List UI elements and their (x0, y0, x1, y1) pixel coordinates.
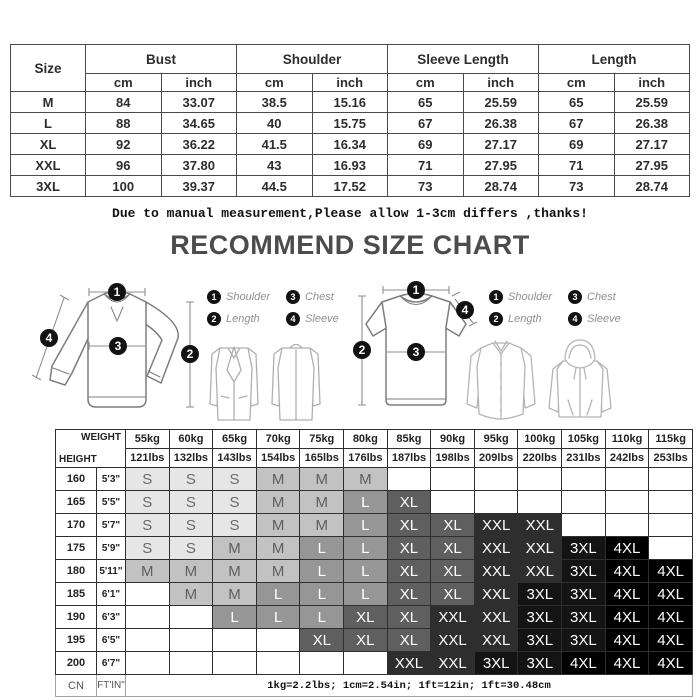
measurement-value: 65 (388, 92, 464, 113)
size-cell: XL (344, 606, 388, 629)
measurement-value: 38.5 (237, 92, 313, 113)
size-cell: 4XL (605, 560, 649, 583)
height-ftin: 6'3" (97, 606, 126, 629)
measurement-value: 40 (237, 113, 313, 134)
size-label: L (11, 113, 86, 134)
height-cm: 175 (56, 537, 97, 560)
measurement-value: 67 (539, 113, 615, 134)
measurement-value: 37.80 (161, 155, 237, 176)
legend-badge: 1 (489, 290, 503, 304)
measurement-value: 100 (86, 176, 162, 197)
size-cell: S (169, 514, 213, 537)
weight-lbs: 231lbs (562, 449, 606, 468)
svg-text:1: 1 (113, 285, 121, 299)
height-cm: 170 (56, 514, 97, 537)
unit-header: inch (161, 74, 237, 92)
measurement-value: 28.74 (463, 176, 539, 197)
height-cm: 190 (56, 606, 97, 629)
height-ftin: 5'5" (97, 491, 126, 514)
empty-cell (169, 606, 213, 629)
size-cell: L (300, 560, 344, 583)
measurement-value: 15.75 (312, 113, 388, 134)
height-ftin: 5'7" (97, 514, 126, 537)
svg-text:2: 2 (186, 347, 194, 361)
weight-kg: 65kg (213, 430, 257, 449)
matrix-row-170 (56, 514, 693, 537)
weight-kg: 105kg (562, 430, 606, 449)
shirt-hoodie-illustrations (465, 336, 615, 426)
weight-kg: 60kg (169, 430, 213, 449)
legend-badge: 3 (286, 290, 300, 304)
measurement-value: 69 (539, 134, 615, 155)
empty-cell (649, 514, 693, 537)
weight-lbs: 154lbs (256, 449, 300, 468)
size-cell: XXL (474, 606, 518, 629)
size-label: 3XL (11, 176, 86, 197)
legend-item-sleeve: 4 Sleeve (286, 312, 339, 326)
measurement-value: 43 (237, 155, 313, 176)
size-cell: 3XL (518, 583, 562, 606)
conversion-formula: 1kg=2.2lbs; 1cm=2.54in; 1ft=12in; 1ft=30.48cm (126, 675, 693, 697)
size-cell: S (169, 491, 213, 514)
legend-item-length: 2 Length (207, 312, 270, 326)
empty-cell (605, 468, 649, 491)
empty-cell (562, 514, 606, 537)
empty-cell (518, 468, 562, 491)
size-label: M (11, 92, 86, 113)
legend-item-shoulder: 1 Shoulder (207, 290, 270, 304)
size-cell: 3XL (562, 537, 606, 560)
height-ftin: 5'11" (97, 560, 126, 583)
size-cell: XL (387, 606, 431, 629)
size-cell: 3XL (562, 560, 606, 583)
empty-cell (300, 652, 344, 675)
measurement-value: 34.65 (161, 113, 237, 134)
size-cell: XL (387, 537, 431, 560)
legend-badge: 3 (568, 290, 582, 304)
matrix-row-195 (56, 629, 693, 652)
empty-cell (649, 537, 693, 560)
empty-cell (256, 629, 300, 652)
size-cell: L (344, 537, 388, 560)
size-cell: XXL (431, 629, 475, 652)
size-cell: 4XL (605, 537, 649, 560)
size-label: XL (11, 134, 86, 155)
empty-cell (474, 468, 518, 491)
weight-height-corner (56, 430, 126, 468)
legend-badge: 2 (489, 312, 503, 326)
matrix-row-200 (56, 652, 693, 675)
sweatshirt-illustration (30, 280, 205, 426)
measurement-value: 28.74 (614, 176, 690, 197)
empty-cell (169, 652, 213, 675)
measurement-value: 65 (539, 92, 615, 113)
group-sleeve-length: Sleeve Length (388, 45, 539, 74)
size-cell: XL (387, 629, 431, 652)
measurement-value: 92 (86, 134, 162, 155)
measurement-value: 84 (86, 92, 162, 113)
size-cell: 4XL (649, 583, 693, 606)
group-length: Length (539, 45, 690, 74)
height-cm: 195 (56, 629, 97, 652)
size-cell: M (256, 468, 300, 491)
size-cell: M (300, 468, 344, 491)
size-row-XL (11, 134, 690, 155)
size-row-L (11, 113, 690, 134)
empty-cell (387, 468, 431, 491)
weight-kg: 115kg (649, 430, 693, 449)
size-cell: 4XL (649, 560, 693, 583)
recommend-chart-title: RECOMMEND SIZE CHART (170, 230, 530, 260)
unit-header: inch (463, 74, 539, 92)
measurement-value: 69 (388, 134, 464, 155)
size-cell: 4XL (605, 629, 649, 652)
empty-cell (126, 583, 170, 606)
size-cell: XL (387, 583, 431, 606)
weight-lbs: 220lbs (518, 449, 562, 468)
svg-text:3: 3 (412, 345, 420, 359)
empty-cell (649, 491, 693, 514)
weight-lbs: 121lbs (126, 449, 170, 468)
size-cell: 3XL (474, 652, 518, 675)
empty-cell (126, 652, 170, 675)
height-ftin: 6'7" (97, 652, 126, 675)
size-cell: S (126, 537, 170, 560)
matrix-row-175 (56, 537, 693, 560)
legend-item-length: 2 Length (489, 312, 552, 326)
size-cell: XXL (474, 537, 518, 560)
matrix-weight-lbs-row (56, 449, 693, 468)
size-cell: 3XL (562, 606, 606, 629)
height-cm: 200 (56, 652, 97, 675)
measurement-value: 67 (388, 113, 464, 134)
size-cell: XL (431, 560, 475, 583)
weight-lbs: 143lbs (213, 449, 257, 468)
size-cell: XXL (518, 537, 562, 560)
size-cell: S (213, 514, 257, 537)
measurement-value: 39.37 (161, 176, 237, 197)
size-cell: S (126, 468, 170, 491)
empty-cell (474, 491, 518, 514)
measurement-value: 15.16 (312, 92, 388, 113)
weight-lbs: 242lbs (605, 449, 649, 468)
size-cell: M (213, 537, 257, 560)
size-row-XXL (11, 155, 690, 176)
height-cm: 160 (56, 468, 97, 491)
svg-text:3: 3 (114, 339, 122, 353)
size-cell: S (126, 491, 170, 514)
weight-kg: 55kg (126, 430, 170, 449)
size-cell: XXL (474, 514, 518, 537)
weight-label: WEIGHT (81, 432, 121, 443)
weight-kg: 75kg (300, 430, 344, 449)
size-cell: S (169, 537, 213, 560)
size-cell: L (300, 537, 344, 560)
size-cell: M (256, 537, 300, 560)
size-cell: S (126, 514, 170, 537)
svg-text:2: 2 (358, 343, 366, 357)
empty-cell (605, 491, 649, 514)
sweatshirt-left-sleeve (50, 302, 93, 385)
unit-header: cm (388, 74, 464, 92)
unit-header: cm (86, 74, 162, 92)
empty-cell (562, 491, 606, 514)
size-cell: M (169, 583, 213, 606)
measurement-value: 36.22 (161, 134, 237, 155)
measurement-value: 27.17 (614, 134, 690, 155)
size-cell: L (256, 606, 300, 629)
size-cell: XXL (474, 629, 518, 652)
measurement-value: 16.93 (312, 155, 388, 176)
measurement-value: 73 (388, 176, 464, 197)
matrix-footer-row (56, 675, 693, 697)
height-cm: 165 (56, 491, 97, 514)
size-cell: M (256, 491, 300, 514)
height-ftin: 5'3" (97, 468, 126, 491)
size-cell: XL (431, 514, 475, 537)
size-cell: L (344, 514, 388, 537)
svg-text:4: 4 (461, 303, 469, 317)
measurement-value: 33.07 (161, 92, 237, 113)
measure-legend-right (489, 290, 621, 326)
measurement-value: 25.59 (463, 92, 539, 113)
size-cell: XXL (518, 560, 562, 583)
weight-kg: 95kg (474, 430, 518, 449)
size-matrix (55, 429, 693, 697)
size-cell: XXL (431, 652, 475, 675)
size-row-M (11, 92, 690, 113)
matrix-row-190 (56, 606, 693, 629)
empty-cell (562, 468, 606, 491)
size-cell: XL (387, 560, 431, 583)
weight-lbs: 132lbs (169, 449, 213, 468)
measurement-value: 71 (539, 155, 615, 176)
size-cell: XL (344, 629, 388, 652)
unit-header: inch (312, 74, 388, 92)
measurement-value: 27.95 (614, 155, 690, 176)
measurement-value: 25.59 (614, 92, 690, 113)
empty-cell (169, 629, 213, 652)
weight-kg: 90kg (431, 430, 475, 449)
height-ftin: 6'5" (97, 629, 126, 652)
group-shoulder: Shoulder (237, 45, 388, 74)
size-table (10, 44, 690, 197)
size-cell: XL (431, 583, 475, 606)
measurement-table-section (10, 44, 690, 197)
size-cell: 3XL (518, 629, 562, 652)
size-header: Size (11, 45, 86, 92)
legend-badge: 1 (207, 290, 221, 304)
blazer-illustrations (208, 338, 323, 428)
size-cell: S (213, 468, 257, 491)
size-table-body (11, 92, 690, 197)
weight-kg: 110kg (605, 430, 649, 449)
size-cell: M (169, 560, 213, 583)
measurement-value: 27.17 (463, 134, 539, 155)
illustration-section (0, 278, 700, 428)
matrix-weight-kg-row (56, 430, 693, 449)
tshirt-illustration (352, 280, 482, 424)
size-cell: XL (300, 629, 344, 652)
weight-lbs: 187lbs (387, 449, 431, 468)
weight-kg: 100kg (518, 430, 562, 449)
empty-cell (518, 491, 562, 514)
matrix-body (56, 468, 693, 675)
measurement-value: 17.52 (312, 176, 388, 197)
size-cell: L (344, 491, 388, 514)
size-cell: 4XL (649, 606, 693, 629)
size-cell: XXL (387, 652, 431, 675)
unit-header: inch (614, 74, 690, 92)
size-cell: XL (387, 491, 431, 514)
matrix-row-185 (56, 583, 693, 606)
size-cell: L (344, 583, 388, 606)
weight-kg: 85kg (387, 430, 431, 449)
weight-lbs: 176lbs (344, 449, 388, 468)
group-bust: Bust (86, 45, 237, 74)
size-cell: 4XL (605, 606, 649, 629)
empty-cell (605, 514, 649, 537)
legend-item-chest: 3 Chest (286, 290, 339, 304)
empty-cell (431, 468, 475, 491)
height-ftin: 6'1" (97, 583, 126, 606)
recommend-matrix-section (55, 429, 693, 697)
legend-item-sleeve: 4 Sleeve (568, 312, 621, 326)
size-cell: 4XL (605, 583, 649, 606)
matrix-row-180 (56, 560, 693, 583)
size-cell: 3XL (518, 652, 562, 675)
size-cell: L (300, 606, 344, 629)
ftin-label: FT'IN" (97, 675, 126, 697)
empty-cell (213, 652, 257, 675)
size-cell: 3XL (518, 606, 562, 629)
empty-cell (213, 629, 257, 652)
empty-cell (126, 629, 170, 652)
size-cell: XL (431, 537, 475, 560)
svg-text:4: 4 (45, 331, 53, 345)
unit-header: cm (237, 74, 313, 92)
measurement-value: 88 (86, 113, 162, 134)
size-table-group-header (11, 45, 690, 74)
height-cm: 180 (56, 560, 97, 583)
measurement-value: 71 (388, 155, 464, 176)
legend-item-chest: 3 Chest (568, 290, 621, 304)
weight-lbs: 253lbs (649, 449, 693, 468)
size-cell: M (126, 560, 170, 583)
measurement-value: 26.38 (614, 113, 690, 134)
height-label: HEIGHT (59, 454, 97, 465)
size-cell: M (213, 560, 257, 583)
size-table-unit-header (11, 74, 690, 92)
measure-legend-left (207, 290, 339, 326)
size-cell: XXL (431, 606, 475, 629)
size-cell: L (256, 583, 300, 606)
matrix-row-165 (56, 491, 693, 514)
empty-cell (649, 468, 693, 491)
empty-cell (256, 652, 300, 675)
weight-lbs: 165lbs (300, 449, 344, 468)
svg-text:1: 1 (412, 283, 420, 297)
size-cell: 3XL (562, 629, 606, 652)
measurement-value: 96 (86, 155, 162, 176)
cn-label: CN (56, 675, 97, 697)
height-cm: 185 (56, 583, 97, 606)
size-cell: S (213, 491, 257, 514)
size-cell: M (213, 583, 257, 606)
weight-kg: 80kg (344, 430, 388, 449)
legend-badge: 2 (207, 312, 221, 326)
weight-lbs: 209lbs (474, 449, 518, 468)
measurement-value: 26.38 (463, 113, 539, 134)
matrix-row-160 (56, 468, 693, 491)
size-cell: XXL (474, 560, 518, 583)
size-cell: 4XL (649, 652, 693, 675)
size-cell: M (300, 491, 344, 514)
unit-header: cm (539, 74, 615, 92)
size-cell: M (256, 514, 300, 537)
size-cell: M (344, 468, 388, 491)
size-row-3XL (11, 176, 690, 197)
measurement-value: 41.5 (237, 134, 313, 155)
size-cell: 4XL (649, 629, 693, 652)
size-cell: L (300, 583, 344, 606)
legend-badge: 4 (286, 312, 300, 326)
measurement-note: Due to manual measurement,Please allow 1-3cm differs ,thanks! (112, 206, 588, 221)
measurement-value: 27.95 (463, 155, 539, 176)
weight-lbs: 198lbs (431, 449, 475, 468)
size-cell: L (213, 606, 257, 629)
size-cell: XXL (518, 514, 562, 537)
legend-item-shoulder: 1 Shoulder (489, 290, 552, 304)
empty-cell (126, 606, 170, 629)
size-cell: 4XL (605, 652, 649, 675)
size-label: XXL (11, 155, 86, 176)
measurement-value: 73 (539, 176, 615, 197)
size-cell: M (300, 514, 344, 537)
measurement-value: 44.5 (237, 176, 313, 197)
measurement-value: 16.34 (312, 134, 388, 155)
size-cell: XL (387, 514, 431, 537)
size-cell: M (256, 560, 300, 583)
size-cell: XXL (474, 583, 518, 606)
height-ftin: 5'9" (97, 537, 126, 560)
legend-badge: 4 (568, 312, 582, 326)
weight-kg: 70kg (256, 430, 300, 449)
empty-cell (431, 491, 475, 514)
size-cell: 4XL (562, 652, 606, 675)
size-cell: 3XL (562, 583, 606, 606)
size-cell: S (169, 468, 213, 491)
empty-cell (344, 652, 388, 675)
size-cell: L (344, 560, 388, 583)
